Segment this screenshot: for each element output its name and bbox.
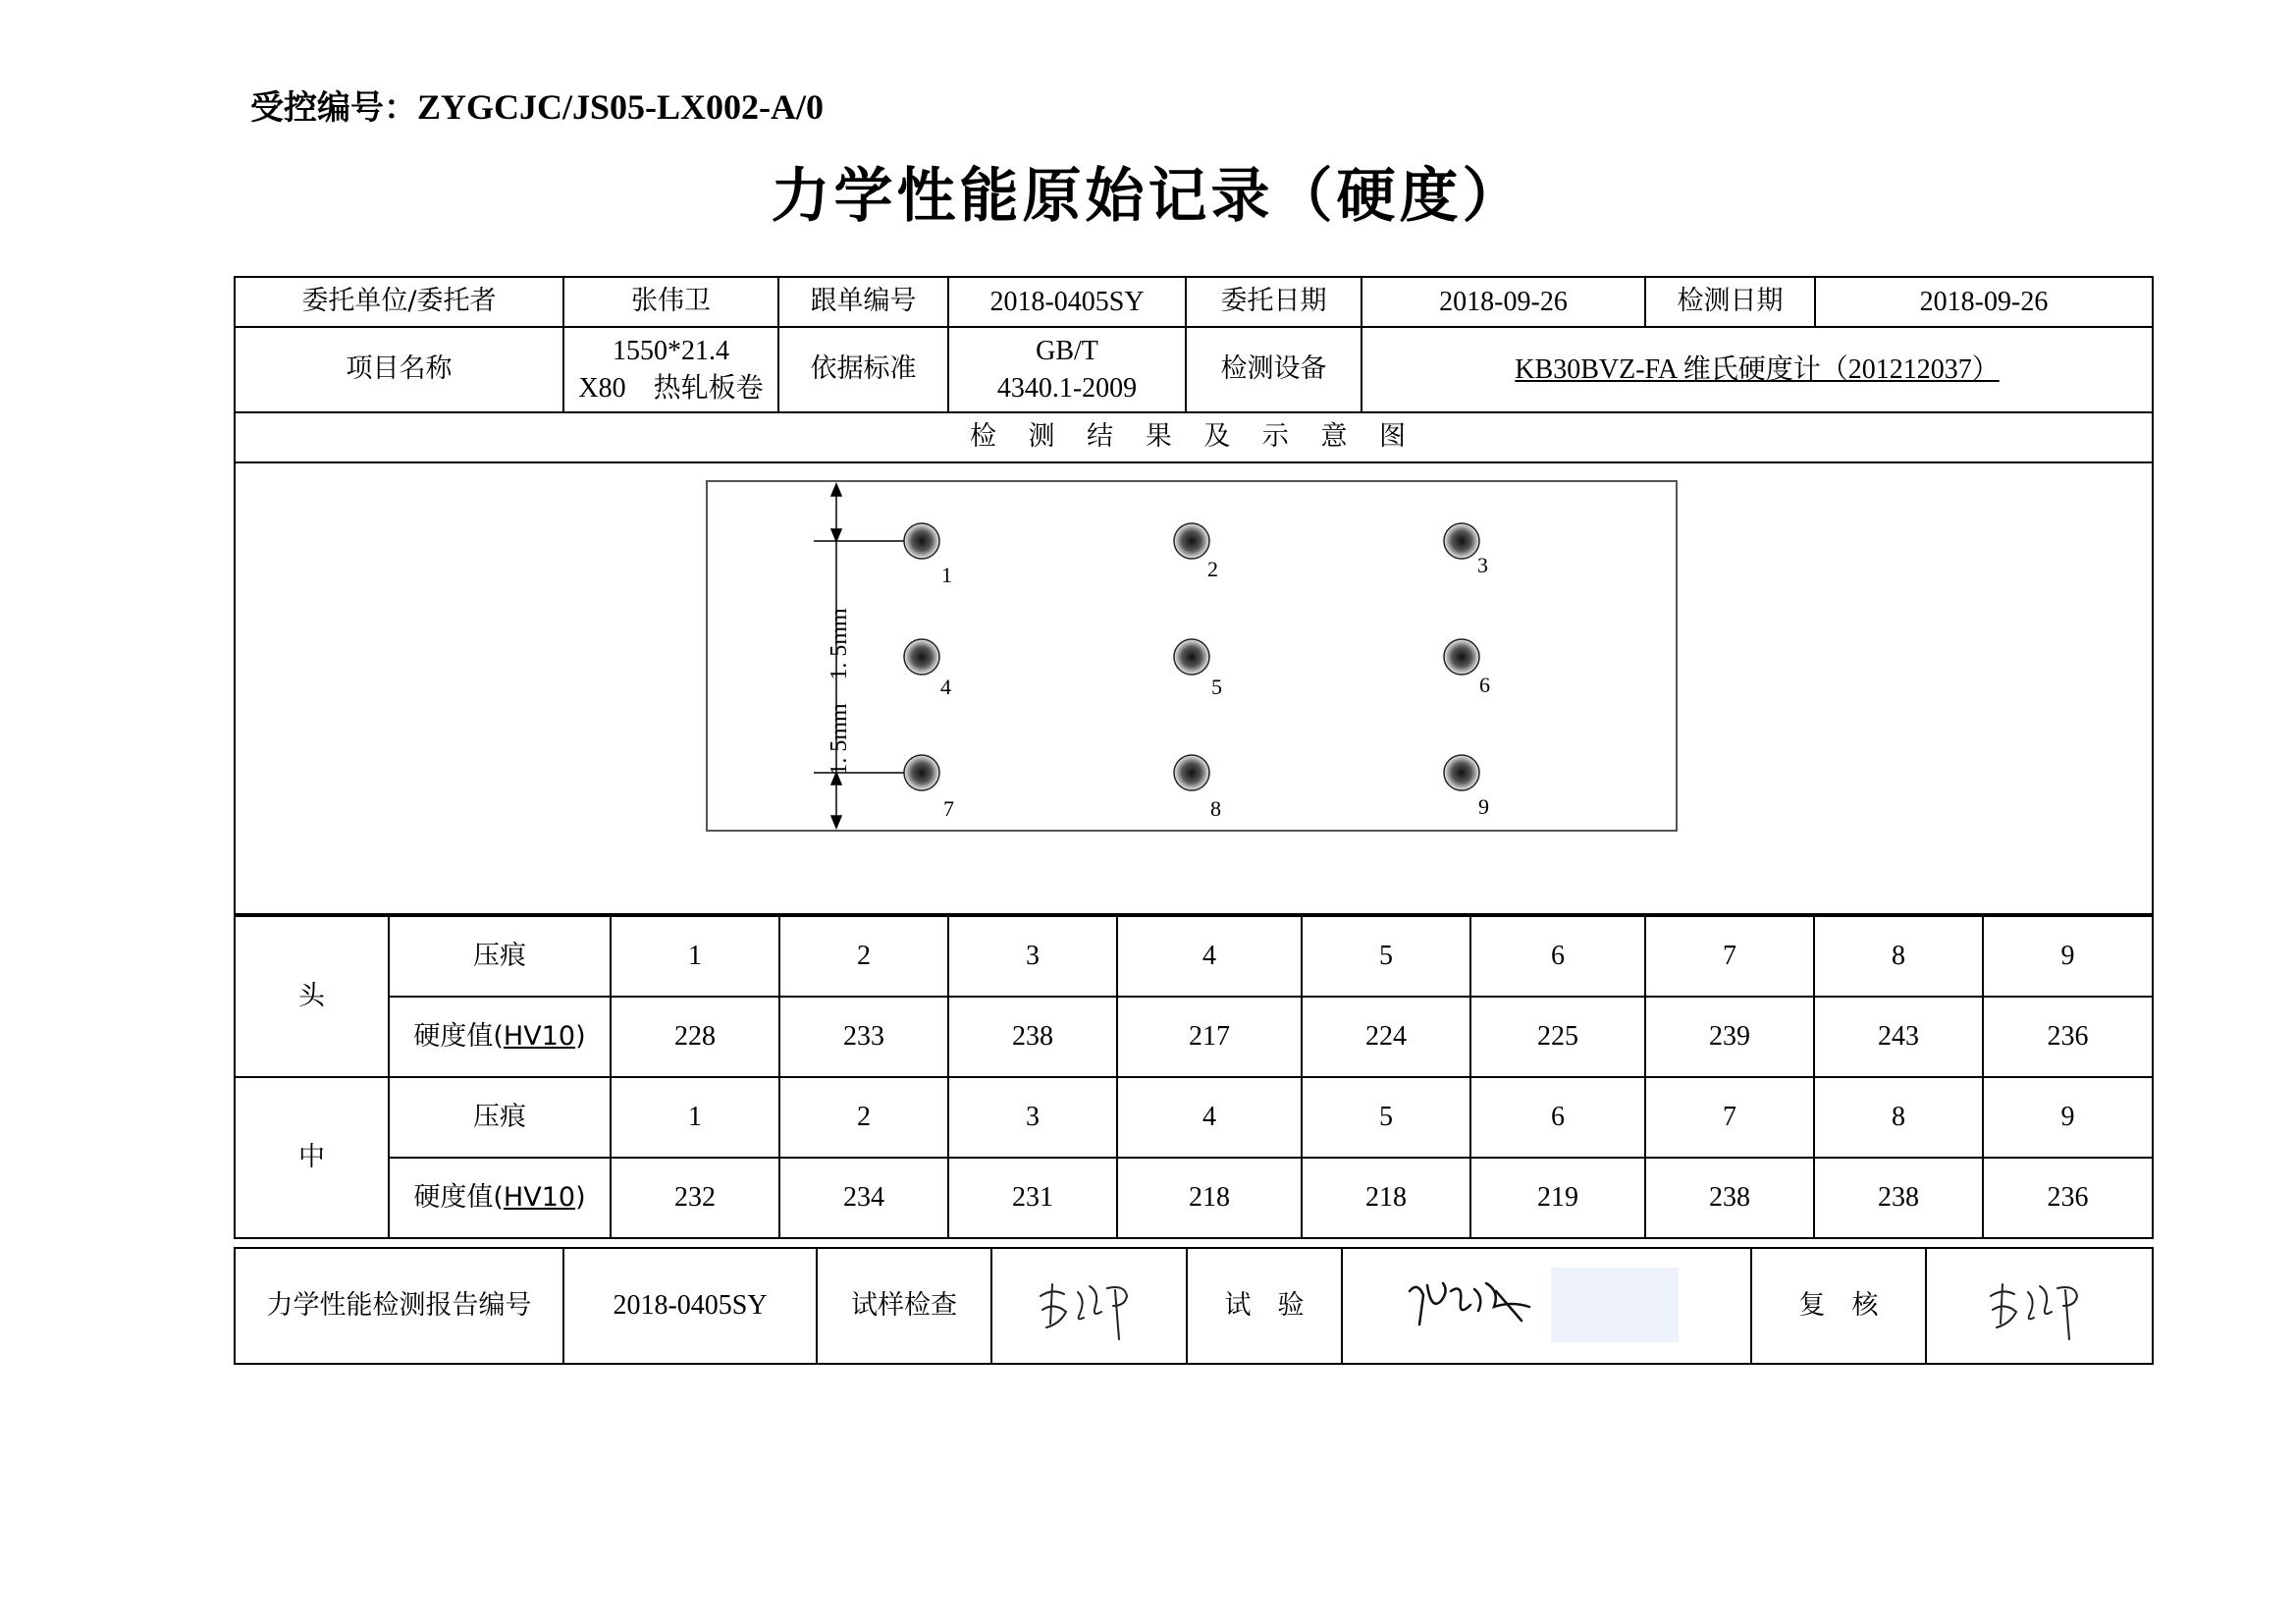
indent-number: 3: [948, 1077, 1117, 1158]
middle-label: 中: [235, 1077, 389, 1238]
indent-point-label: 3: [1477, 553, 1488, 577]
indent-number: 1: [611, 1077, 779, 1158]
indent-point-label: 2: [1207, 557, 1218, 581]
indent-number: 3: [948, 916, 1117, 997]
table-row: [235, 1248, 2153, 1364]
hardness-value: 228: [611, 997, 779, 1077]
hardness-value: 238: [948, 997, 1117, 1077]
indent-number: 6: [1470, 1077, 1645, 1158]
client-label: 委托单位/委托者: [235, 277, 563, 327]
standard-label: 依据标准: [778, 327, 948, 412]
indent-point: [904, 523, 939, 559]
table-row: [235, 1158, 2153, 1238]
indent-label: 压痕: [389, 916, 611, 997]
review-signature: [1926, 1248, 2153, 1364]
project-line-2: X80 热轧板卷: [578, 372, 764, 404]
hardness-value: 233: [779, 997, 948, 1077]
order-value: 2018-0405SY: [948, 277, 1186, 327]
test-date-label: 检测日期: [1645, 277, 1815, 327]
hardness-value: 238: [1814, 1158, 1983, 1238]
entrust-date-label: 委托日期: [1186, 277, 1362, 327]
indent-number: 8: [1814, 1077, 1983, 1158]
report-no-value: 2018-0405SY: [563, 1248, 817, 1364]
specimen-diagram: [706, 480, 1678, 832]
control-number: [250, 81, 824, 129]
indent-number: 6: [1470, 916, 1645, 997]
indent-number: 7: [1645, 1077, 1814, 1158]
hardness-value: 239: [1645, 997, 1814, 1077]
equipment-label: 检测设备: [1186, 327, 1362, 412]
sample-check-signature: [991, 1248, 1187, 1364]
indent-point-label: 6: [1479, 673, 1490, 697]
indent-number: 4: [1117, 1077, 1302, 1158]
indent-point: [1174, 639, 1209, 675]
hardness-value: 231: [948, 1158, 1117, 1238]
test-label: 试 验: [1187, 1248, 1342, 1364]
hardness-value: 236: [1983, 1158, 2153, 1238]
signature-mark: [1031, 1267, 1148, 1345]
hardness-value: 217: [1117, 997, 1302, 1077]
specimen-diagram-svg: [708, 482, 1676, 830]
order-label: 跟单编号: [778, 277, 948, 327]
review-label: 复 核: [1751, 1248, 1926, 1364]
indent-number: 8: [1814, 916, 1983, 997]
entrust-date-value: 2018-09-26: [1362, 277, 1645, 327]
control-number-label: 受控编号：: [250, 88, 417, 128]
hardness-unit: HV10: [503, 1181, 576, 1213]
equipment-value: [1362, 327, 2153, 412]
indent-point-label: 7: [943, 796, 954, 821]
indent-point-label: 8: [1210, 796, 1221, 821]
hardness-value: 232: [611, 1158, 779, 1238]
indent-point-label: 4: [940, 675, 951, 699]
hardness-value: 225: [1470, 997, 1645, 1077]
report-no-label: 力学性能检测报告编号: [235, 1248, 563, 1364]
project-label: 项目名称: [235, 327, 563, 412]
hardness-value: 218: [1117, 1158, 1302, 1238]
indent-point: [1174, 523, 1209, 559]
standard-value: [948, 327, 1186, 412]
hardness-value: 236: [1983, 997, 2153, 1077]
indent-number: 9: [1983, 916, 2153, 997]
hardness-suffix: ): [575, 1181, 586, 1213]
indent-number: 7: [1645, 916, 1814, 997]
indent-point: [904, 755, 939, 790]
standard-line-2: 4340.1-2009: [996, 372, 1138, 404]
indent-point: [1174, 755, 1209, 790]
indent-point: [1444, 755, 1479, 790]
indent-point: [904, 639, 939, 675]
control-number-code: ZYGCJC/JS05-LX002-A/0: [417, 87, 825, 127]
hardness-label: [389, 1158, 611, 1238]
indent-number: 1: [611, 916, 779, 997]
hardness-label: [389, 997, 611, 1077]
redaction-mask: [1551, 1268, 1679, 1342]
table-row: [235, 997, 2153, 1077]
hardness-value: 238: [1645, 1158, 1814, 1238]
dim-label-top: 1. 5mm: [827, 608, 852, 680]
test-date-value: 2018-09-26: [1815, 277, 2153, 327]
indent-points: [904, 523, 1490, 821]
indent-number: 2: [779, 916, 948, 997]
sample-check-label: 试样检查: [817, 1248, 991, 1364]
indent-number: 5: [1302, 916, 1470, 997]
table-row: [235, 916, 2153, 997]
results-table: [234, 915, 2154, 1239]
hardness-value: 219: [1470, 1158, 1645, 1238]
indent-point: [1444, 523, 1479, 559]
equipment-text: KB30BVZ-FA 维氏硬度计（201212037）: [1515, 353, 2000, 385]
hardness-value: 243: [1814, 997, 1983, 1077]
indent-point-label: 9: [1478, 794, 1489, 819]
hardness-prefix: 硬度值(: [413, 1181, 504, 1213]
hardness-prefix: 硬度值(: [413, 1020, 504, 1052]
indent-label: 压痕: [389, 1077, 611, 1158]
project-line-1: 1550*21.4: [613, 335, 729, 366]
signature-mark: [1981, 1267, 2099, 1345]
indent-point-label: 5: [1211, 675, 1222, 699]
signature-table: [234, 1247, 2154, 1365]
indent-number: 9: [1983, 1077, 2153, 1158]
hardness-suffix: ): [575, 1020, 586, 1052]
head-label: 头: [235, 916, 389, 1077]
indent-number: 2: [779, 1077, 948, 1158]
table-row: [235, 1077, 2153, 1158]
indent-number: 4: [1117, 916, 1302, 997]
project-value: [563, 327, 778, 412]
indent-point-label: 1: [941, 563, 952, 587]
indent-number: 5: [1302, 1077, 1470, 1158]
hardness-value: 218: [1302, 1158, 1470, 1238]
client-value: 张伟卫: [563, 277, 778, 327]
hardness-value: 234: [779, 1158, 948, 1238]
signature-mark: [1402, 1262, 1549, 1340]
hardness-unit: HV10: [503, 1020, 576, 1052]
standard-line-1: GB/T: [1036, 335, 1098, 366]
hardness-value: 224: [1302, 997, 1470, 1077]
test-signature: [1342, 1248, 1751, 1364]
page-title: 力学性能原始记录（硬度）: [771, 162, 1525, 231]
diagram-section-title: 检 测 结 果 及 示 意 图: [235, 412, 2153, 462]
dim-label-bottom: 1. 5mm: [827, 703, 852, 776]
indent-point: [1444, 639, 1479, 675]
